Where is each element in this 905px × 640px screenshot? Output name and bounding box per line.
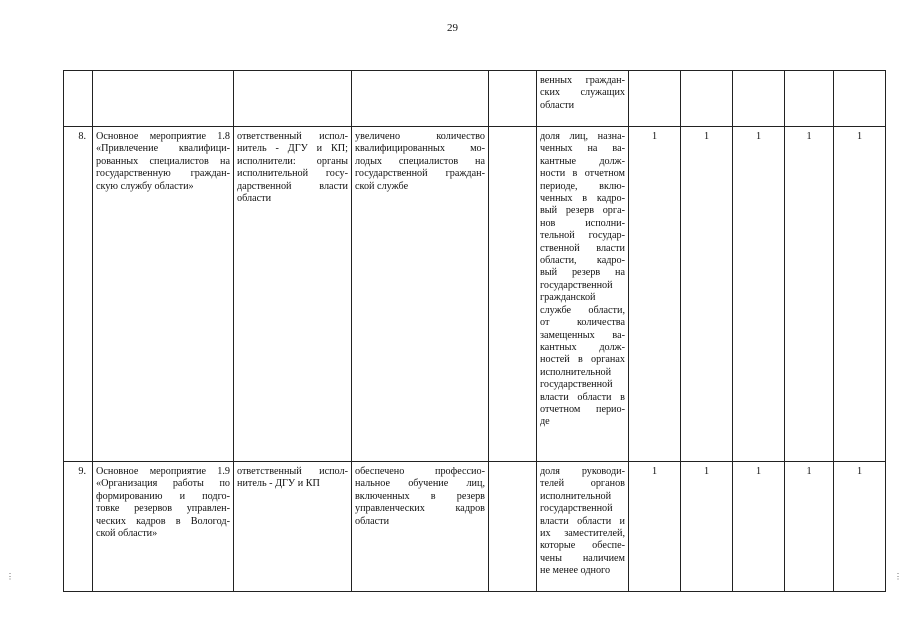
value-cell-5: 1: [834, 127, 886, 462]
cell-text-line: товке резервов управлен-: [96, 503, 230, 515]
cell-text-line: службе области,: [540, 304, 625, 316]
row-number-cell: 9.: [64, 462, 93, 592]
cell-text-line: области: [237, 193, 272, 205]
cell-text-line: кантные долж-: [540, 155, 625, 167]
cell-text-line: ответственный испол-: [237, 466, 348, 477]
cell-text-line: доля лиц, назна-: [540, 131, 625, 142]
cell-text-line: отчетном перио-: [540, 403, 625, 415]
cell-text-line: вый резерв орга-: [540, 205, 625, 217]
row-number-cell: [64, 71, 93, 127]
cell-text-line: государственной: [540, 503, 613, 515]
cell-text-line: ченных в кадро-: [540, 193, 625, 205]
blank-cell: [489, 462, 537, 592]
table-row-8: [64, 127, 886, 462]
value-cell-3: 1: [733, 462, 785, 592]
cell-text-line: де: [540, 416, 550, 428]
cell-text-line: включенных в резерв: [355, 490, 485, 502]
scan-edge-mark-left: ⋮: [6, 572, 14, 581]
indicator-cell: [537, 462, 629, 592]
cell-text-line: ской службе: [355, 180, 409, 192]
cell-text-line: от количества: [540, 317, 625, 329]
cell-text-line: «Организация работы по: [96, 478, 230, 490]
page-number: 29: [447, 22, 458, 34]
cell-text-line: гражданской: [540, 292, 596, 304]
cell-text-line: обеспечено профессио-: [355, 466, 485, 477]
blank-cell: [489, 71, 537, 127]
cell-text-line: управленческих кадров: [355, 503, 485, 515]
cell-text-line: области, кадро-: [540, 255, 625, 267]
value-cell-1: [629, 71, 681, 127]
cell-text-line: которые обеспе-: [540, 540, 625, 552]
blank-cell: [489, 127, 537, 462]
event-cell: [93, 71, 234, 127]
cell-text-line: ченных на ва-: [540, 143, 625, 155]
cell-text-line: ности в отчетном: [540, 168, 625, 180]
table-row-9: [64, 462, 886, 592]
value-cell-2: [681, 71, 733, 127]
cell-text-line: не менее одного: [540, 565, 611, 577]
cell-text-line: ственной власти: [540, 242, 625, 254]
cell-text-line: рованных специалистов на: [96, 155, 230, 167]
cell-text-line: тельной государ-: [540, 230, 625, 242]
responsible-cell: [234, 71, 352, 127]
cell-text-line: власти области в: [540, 391, 625, 403]
scan-edge-mark-right: ⋮: [894, 572, 902, 581]
responsible-cell: [234, 462, 352, 592]
cell-text-line: формированию и подго-: [96, 490, 230, 502]
value-cell-2: 1: [681, 462, 733, 592]
indicator-cell: [537, 71, 629, 127]
cell-text-line: ской области»: [96, 528, 158, 540]
cell-text-line: вый резерв на: [540, 267, 625, 279]
cell-text-line: нитель - ДГУ и КП;: [237, 143, 348, 155]
cell-text-line: чены наличием: [540, 552, 625, 564]
cell-text-line: телей органов: [540, 478, 625, 490]
cell-text-line: нов исполни-: [540, 217, 625, 229]
cell-text-line: дарственной власти: [237, 180, 348, 192]
value-cell-1: 1: [629, 462, 681, 592]
responsible-cell: [234, 127, 352, 462]
value-cell-5: [834, 71, 886, 127]
cell-text-line: исполнители: органы: [237, 155, 348, 167]
cell-text-line: кантных долж-: [540, 341, 625, 353]
value-cell-4: 1: [785, 127, 834, 462]
cell-text-line: скую службу области»: [96, 180, 194, 192]
value-cell-5: 1: [834, 462, 886, 592]
cell-text-line: венных граждан-: [540, 75, 625, 86]
cell-text-line: замещенных ва-: [540, 329, 625, 341]
cell-text-line: квалифицированных мо-: [355, 143, 485, 155]
value-cell-1: 1: [629, 127, 681, 462]
cell-text-line: увеличено количество: [355, 131, 485, 142]
cell-text-line: периоде, вклю-: [540, 180, 625, 192]
cell-text-line: нитель - ДГУ и КП: [237, 478, 320, 490]
cell-text-line: ностей в органах: [540, 354, 625, 366]
cell-text-line: государственной: [540, 279, 613, 291]
cell-text-line: ческих кадров в Вологод-: [96, 515, 230, 527]
cell-text-line: доля руководи-: [540, 466, 625, 477]
value-cell-4: [785, 71, 834, 127]
cell-text-line: Основное мероприятие 1.8: [96, 131, 230, 142]
event-cell: [93, 127, 234, 462]
cell-text-line: ских служащих: [540, 87, 625, 99]
value-cell-4: 1: [785, 462, 834, 592]
cell-text-line: власти области и: [540, 515, 625, 527]
result-cell: [352, 71, 489, 127]
result-cell: [352, 462, 489, 592]
cell-text-line: Основное мероприятие 1.9: [96, 466, 230, 477]
cell-text-line: исполнительной госу-: [237, 168, 348, 180]
cell-text-line: нальное обучение лиц,: [355, 478, 485, 490]
table-row-continuation: [64, 71, 886, 127]
cell-text-line: государственную граждан-: [96, 168, 230, 180]
cell-text-line: государственной: [540, 379, 613, 391]
program-measures-table: [63, 70, 886, 592]
cell-text-line: исполнительной: [540, 366, 612, 378]
cell-text-line: государственной граждан-: [355, 168, 485, 180]
cell-text-line: области: [540, 99, 575, 111]
cell-text-line: ответственный испол-: [237, 131, 348, 142]
value-cell-3: 1: [733, 127, 785, 462]
cell-text-line: области: [355, 515, 390, 527]
result-cell: [352, 127, 489, 462]
cell-text-line: «Привлечение квалифици-: [96, 143, 230, 155]
row-number-cell: 8.: [64, 127, 93, 462]
cell-text-line: лодых специалистов на: [355, 155, 485, 167]
table-body: [64, 71, 886, 592]
indicator-cell: [537, 127, 629, 462]
value-cell-2: 1: [681, 127, 733, 462]
event-cell: [93, 462, 234, 592]
cell-text-line: исполнительной: [540, 490, 612, 502]
cell-text-line: их заместителей,: [540, 528, 625, 540]
value-cell-3: [733, 71, 785, 127]
